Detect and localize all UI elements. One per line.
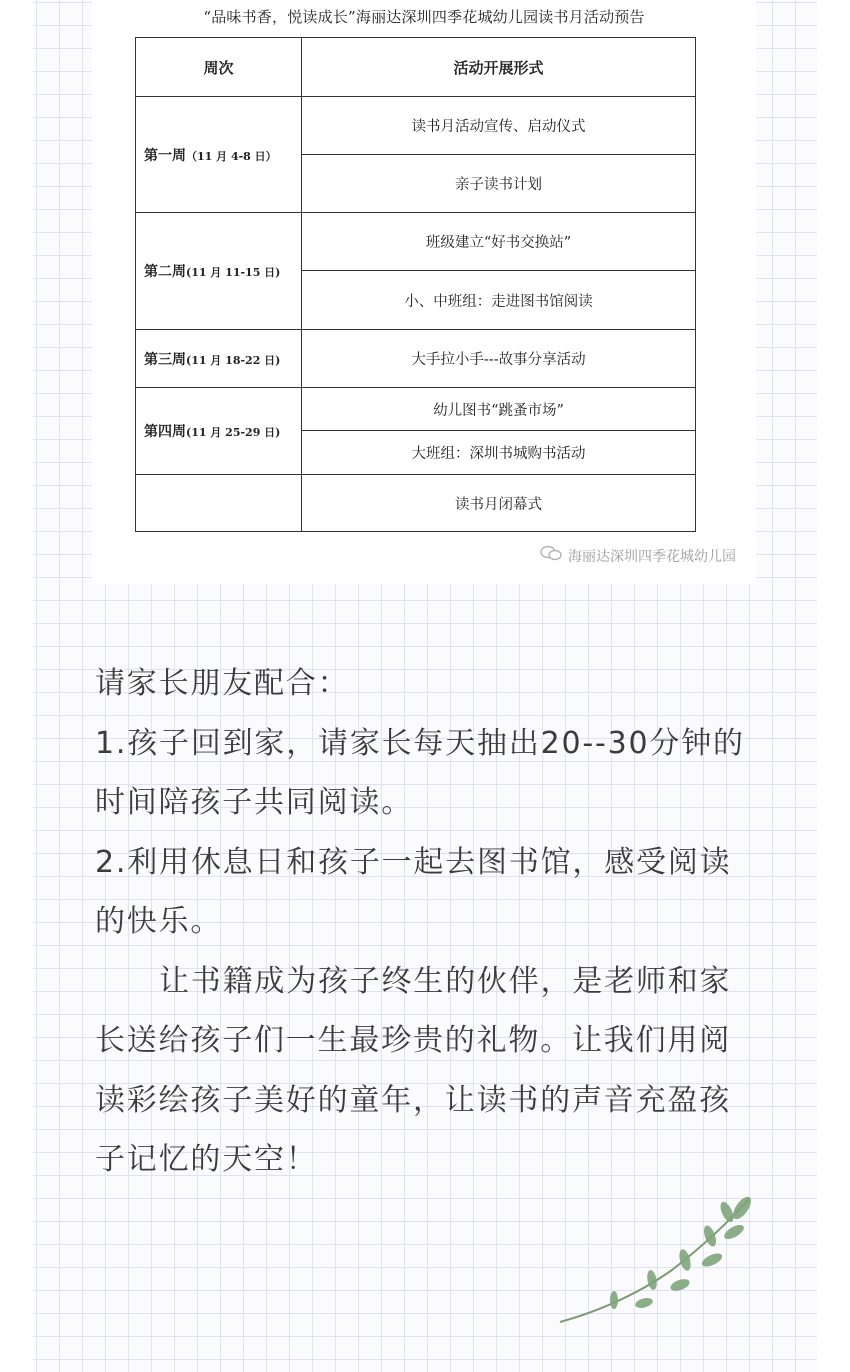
notice-item-1: 1.孩子回到家，请家长每天抽出20--30分钟的时间陪孩子共同阅读。 <box>95 725 745 820</box>
table-row <box>136 213 696 271</box>
activity-cell: 大手拉小手---故事分享活动 <box>302 330 696 388</box>
week-date: (11 月 25-29 日) <box>186 426 281 439</box>
watermark <box>540 545 736 566</box>
activity-cell: 幼儿图书“跳蚤市场” <box>302 388 696 431</box>
activity-cell: 读书月闭幕式 <box>302 475 696 532</box>
table-row <box>136 475 696 532</box>
week-label: 第一周 <box>144 147 186 164</box>
parent-notice <box>95 654 760 1190</box>
week-cell <box>136 97 302 213</box>
week-date: （11 月 4-8 日） <box>186 149 277 163</box>
activity-cell: 亲子读书计划 <box>302 155 696 213</box>
schedule-image-card <box>92 0 756 584</box>
wechat-icon <box>540 545 562 565</box>
week-cell <box>136 330 302 388</box>
leaf-sprig-icon <box>552 1190 762 1330</box>
week-date: (11 月 18-22 日) <box>186 353 281 367</box>
activity-cell: 大班组：深圳书城购书活动 <box>302 431 696 475</box>
table-row <box>136 97 696 155</box>
header-week: 周次 <box>136 38 302 97</box>
week-label: 第四周 <box>144 424 186 440</box>
watermark-text: 海丽达深圳四季花城幼儿园 <box>568 549 736 565</box>
activity-cell: 小、中班组：走进图书馆阅读 <box>302 271 696 330</box>
week-cell <box>136 213 302 330</box>
notice-intro: 请家长朋友配合： <box>95 666 350 701</box>
notice-closing: 让书籍成为孩子终生的伙伴，是老师和家长送给孩子们一生最珍贵的礼物。让我们用阅读彩绘孩子美好的童年，让读书的声音充盈孩子记忆的天空！ <box>95 963 732 1177</box>
week-label: 第二周 <box>144 264 186 280</box>
table-row <box>136 388 696 431</box>
header-activity: 活动开展形式 <box>302 38 696 97</box>
notice-item-2: 2.利用休息日和孩子一起去图书馆，感受阅读的快乐。 <box>95 844 732 939</box>
schedule-title: “品味书香，悦读成长”海丽达深圳四季花城幼儿园读书月活动预告 <box>203 8 645 26</box>
table-row <box>136 330 696 388</box>
activity-cell: 班级建立“好书交换站” <box>302 213 696 271</box>
week-cell <box>136 388 302 475</box>
activity-cell: 读书月活动宣传、启动仪式 <box>302 97 696 155</box>
week-cell-empty <box>136 475 302 532</box>
week-date: (11 月 11-15 日) <box>186 266 281 279</box>
week-label: 第三周 <box>144 351 186 368</box>
activity-schedule-table <box>135 37 696 532</box>
table-header-row <box>136 38 696 97</box>
